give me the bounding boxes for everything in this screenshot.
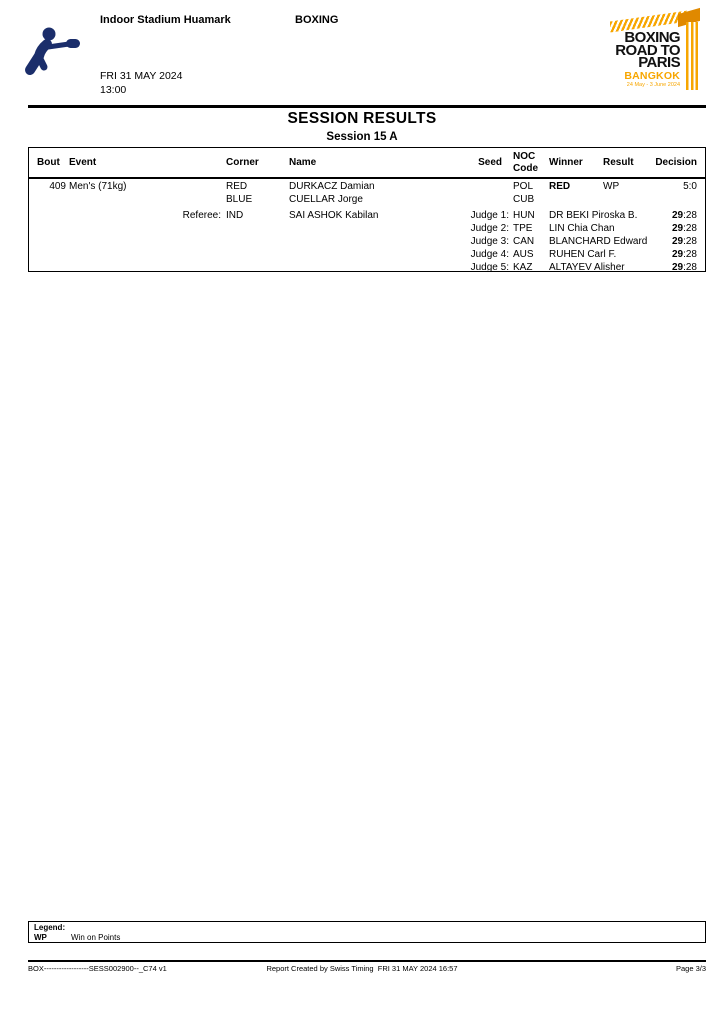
session-time: 13:00 [100, 84, 127, 96]
referee-name: SAI ASHOK Kabilan [289, 210, 379, 221]
results-table [28, 147, 706, 272]
event-logo [604, 6, 716, 96]
judge3-noc: CAN [513, 236, 535, 247]
judge4-score-left: 29 [671, 249, 684, 260]
header-divider [28, 105, 706, 108]
logo-line-boxing: BOXING [624, 29, 680, 46]
judge3-score [672, 236, 697, 247]
logo-line-roadto: ROAD TO [615, 41, 680, 59]
judge5-label: Judge 5: [470, 262, 509, 273]
footer-page-number: Page 3/3 [675, 964, 706, 973]
judge1-score [672, 210, 697, 221]
legend-abbr-wp: WP [34, 933, 47, 942]
bout-decision: 5:0 [683, 181, 697, 192]
red-boxer-name: DURKACZ Damian [289, 181, 375, 192]
col-header-corner: Corner [226, 157, 259, 168]
judge3-label: Judge 3: [470, 236, 509, 247]
footer-report-code: BOX------------------SESS002900--_C74 v1 [28, 964, 167, 973]
red-boxer-noc: POL [513, 181, 534, 192]
judge3-score-left: 29 [671, 236, 684, 247]
footer-divider [28, 960, 706, 962]
judge5-noc: KAZ [513, 262, 533, 273]
logo-city: BANGKOK [624, 69, 680, 82]
legend-desc-wp: Win on Points [71, 933, 121, 942]
col-header-event: Event [69, 157, 97, 168]
col-header-noc: NOC [513, 151, 536, 162]
blue-corner-label: BLUE [226, 194, 253, 205]
blue-boxer-name: CUELLAR Jorge [289, 194, 363, 205]
judge5-score [672, 262, 697, 273]
logo-stripe-bar-icon [686, 22, 700, 90]
sport-title: BOXING [295, 14, 339, 26]
judge4-score-right: :28 [683, 249, 697, 260]
col-header-seed: Seed [478, 157, 502, 168]
col-header-decision: Decision [655, 157, 697, 168]
judge3-score-right: :28 [683, 236, 697, 247]
judge4-label: Judge 4: [470, 249, 509, 260]
judge4-score [672, 249, 697, 260]
red-corner-label: RED [226, 181, 248, 192]
results-table-header [29, 148, 705, 179]
judge5-name: ALTAYEV Alisher [549, 262, 625, 273]
judge5-score-left: 29 [671, 262, 684, 273]
logo-text [604, 29, 680, 89]
judge2-noc: TPE [513, 223, 533, 234]
logo-dates: 24 May - 3 June 2024 [626, 81, 680, 88]
judge4-name: RUHEN Carl F. [549, 249, 617, 260]
judge2-label: Judge 2: [470, 223, 509, 234]
referee-noc: IND [226, 210, 244, 221]
session-date: FRI 31 MAY 2024 [100, 70, 183, 82]
col-header-name: Name [289, 157, 317, 168]
logo-line-paris: PARIS [638, 54, 680, 71]
judge1-score-right: :28 [683, 210, 697, 221]
judge1-label: Judge 1: [470, 210, 509, 221]
judge2-score [672, 223, 697, 234]
judge2-score-left: 29 [671, 223, 684, 234]
judge1-noc: HUN [513, 210, 535, 221]
bout-number: 409 [49, 181, 66, 192]
col-header-winner: Winner [549, 157, 583, 168]
bout-winner: RED [549, 181, 571, 192]
venue-title: Indoor Stadium Huamark [100, 14, 231, 26]
judge5-score-right: :28 [683, 262, 697, 273]
judge1-name: DR BEKI Piroska B. [549, 210, 638, 221]
referee-label: Referee: [182, 210, 221, 221]
bout-event: Men's (71kg) [69, 181, 127, 192]
judge2-name: LIN Chia Chan [549, 223, 615, 234]
boxing-pictogram-icon [14, 26, 82, 78]
judge4-noc: AUS [513, 249, 534, 260]
col-header-result: Result [603, 157, 634, 168]
judge2-score-right: :28 [683, 223, 697, 234]
legend-box [28, 921, 706, 943]
page-subtitle: Session 15 A [326, 131, 398, 143]
page-title: SESSION RESULTS [287, 110, 437, 127]
legend-title: Legend: [34, 923, 66, 932]
footer-report-created: Report Created by Swiss Timing FRI 31 MAY 2024 16:57 [266, 964, 458, 973]
judge1-score-left: 29 [671, 210, 684, 221]
blue-boxer-noc: CUB [513, 194, 535, 205]
bout-result: WP [603, 181, 620, 192]
col-header-noc-code: Code [513, 163, 538, 174]
judge3-name: BLANCHARD Edward [549, 236, 648, 247]
col-header-bout: Bout [37, 157, 60, 168]
